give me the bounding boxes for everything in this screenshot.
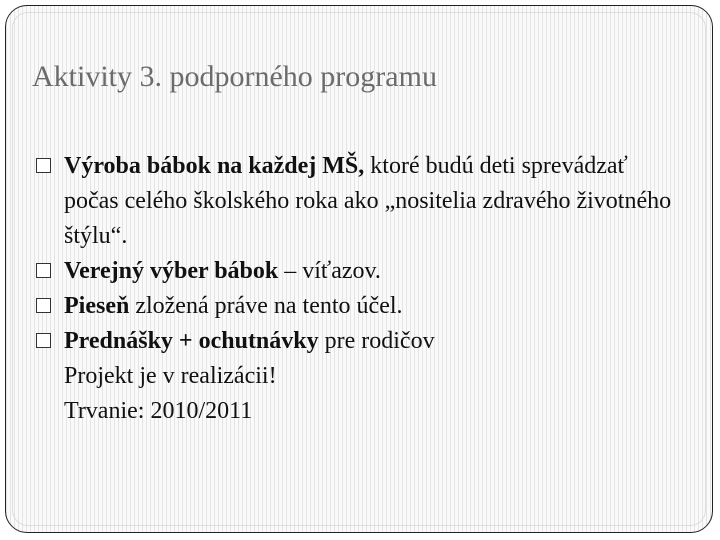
project-status-line: Projekt je v realizácii! <box>64 363 277 389</box>
square-bullet-icon <box>36 333 51 348</box>
bullet-item-selection <box>32 254 682 289</box>
bullet-text: pre rodičov <box>318 328 435 354</box>
project-duration-line: Trvanie: 2010/2011 <box>64 398 253 424</box>
bullet-bold-text: Pieseň <box>64 293 130 319</box>
bullet-item-song <box>32 289 682 324</box>
bullet-item-puppets <box>32 149 682 254</box>
square-bullet-icon <box>36 263 51 278</box>
slide <box>5 5 713 533</box>
bullet-bold-text: Výroba bábok na každej MŠ, <box>64 153 365 179</box>
bullet-bold-text: Verejný výber bábok <box>64 258 279 284</box>
square-bullet-icon <box>36 298 51 313</box>
bullet-item-lectures <box>32 324 682 359</box>
square-bullet-icon <box>36 158 51 173</box>
bullet-text: zložená práve na tento účel. <box>129 293 403 319</box>
slide-title: Aktivity 3. podporného programu <box>32 60 437 93</box>
slide-body <box>32 149 682 429</box>
bullet-bold-text: Prednášky + ochutnávky <box>64 328 319 354</box>
bullet-text: ktoré budú deti sprevádzať počas celého školského roka ako „nositelia zdravého životného štýlu“. <box>64 153 672 249</box>
bullet-text: – víťazov. <box>278 258 381 284</box>
